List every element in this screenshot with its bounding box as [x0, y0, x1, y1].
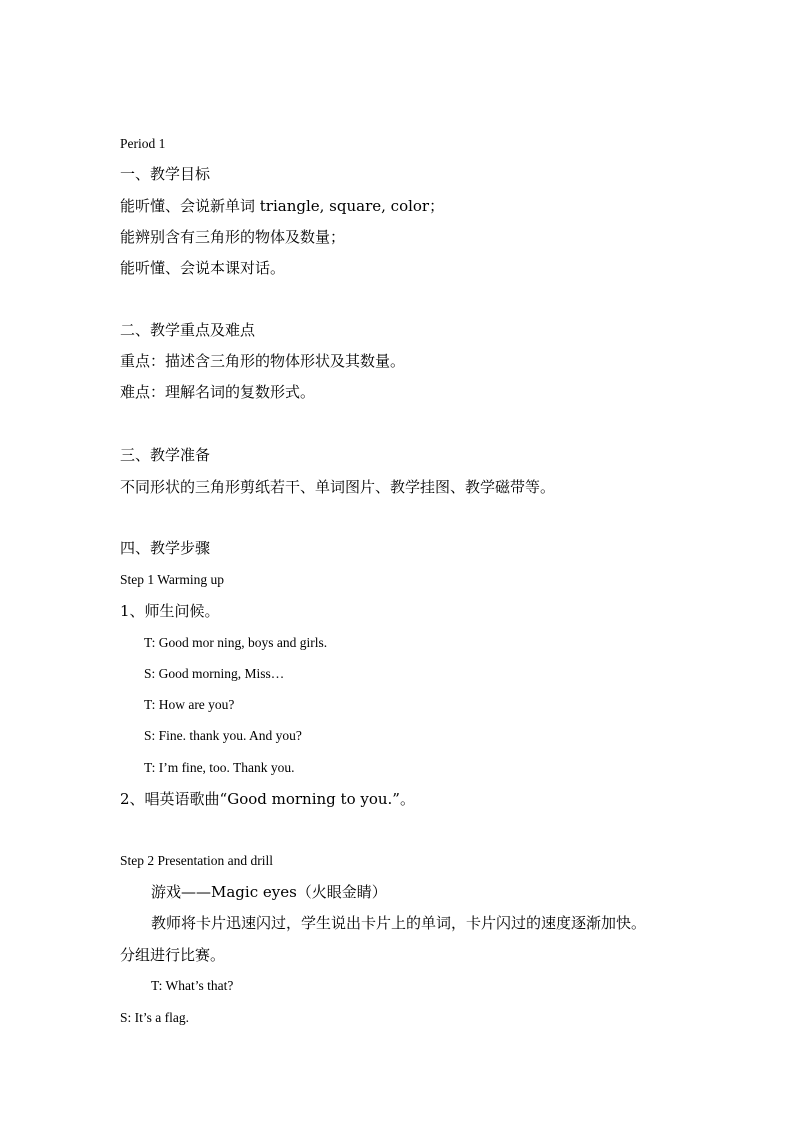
- section-3-text: 不同形状的三角形剪纸若干、单词图片、教学挂图、教学磁带等。: [120, 478, 556, 496]
- dialog-line: T: What’s that?: [151, 978, 234, 993]
- dialog-line: T: How are you?: [144, 697, 235, 712]
- section-3-heading: 三、教学准备: [120, 446, 211, 464]
- section-4-heading: 四、教学步骤: [120, 539, 211, 557]
- step-1-item-1: 1、师生问候。: [120, 602, 220, 620]
- section-1-item-3: 能听懂、会说本课对话。: [120, 259, 286, 277]
- dialog-line: S: It’s a flag.: [120, 1010, 189, 1025]
- dialog-line: T: Good mor ning, boys and girls.: [144, 635, 328, 650]
- game-description: 教师将卡片迅速闪过，学生说出卡片上的单词，卡片闪过的速度逐渐加快。: [151, 914, 647, 932]
- game-description-cont: 分组进行比赛。: [120, 946, 226, 964]
- section-2-heading: 二、教学重点及难点: [120, 321, 256, 339]
- dialog-line: S: Fine. thank you. And you?: [144, 728, 302, 743]
- dialog-line: T: I’m fine, too. Thank you.: [144, 760, 295, 775]
- section-1-heading: 一、教学目标: [120, 165, 211, 183]
- step-1-item-2: 2、唱英语歌曲“Good morning to you.”。: [120, 790, 415, 808]
- section-1-item-1: 能听懂、会说新单词 triangle, square, color；: [120, 197, 445, 215]
- game-title: 游戏——Magic eyes（火眼金睛）: [151, 883, 387, 901]
- section-1-item-2: 能辨别含有三角形的物体及数量；: [120, 228, 346, 246]
- dialog-line: S: Good morning, Miss…: [144, 666, 285, 681]
- section-2-difficulty: 难点：理解名词的复数形式。: [120, 383, 316, 401]
- step-2-title: Step 2 Presentation and drill: [120, 853, 273, 868]
- section-2-key-point: 重点：描述含三角形的物体形状及其数量。: [120, 352, 406, 370]
- period-title: Period 1: [120, 136, 166, 151]
- step-1-title: Step 1 Warming up: [120, 572, 225, 587]
